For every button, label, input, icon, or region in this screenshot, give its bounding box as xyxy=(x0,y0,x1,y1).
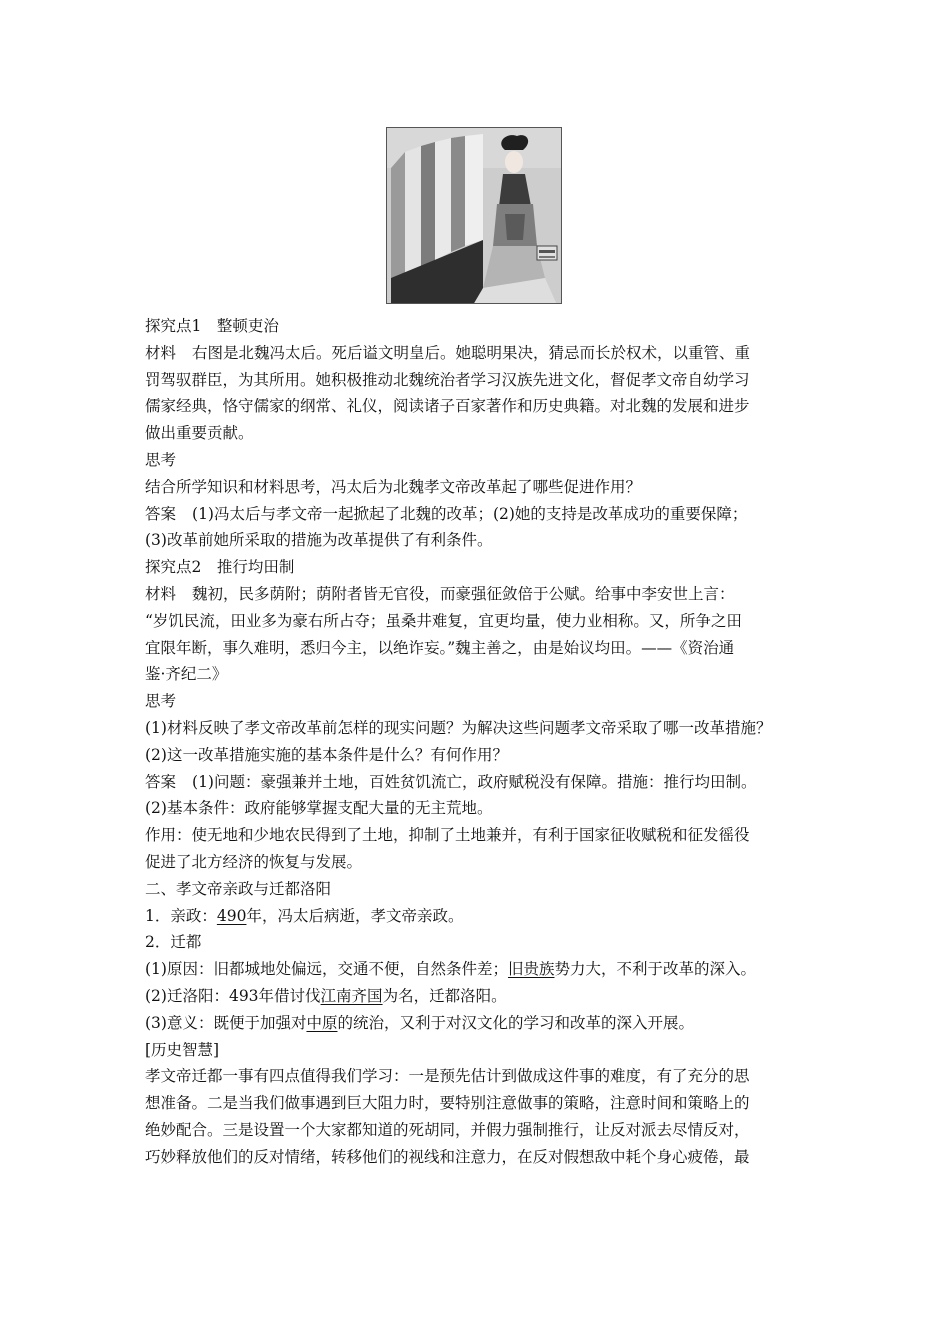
material-label: 材料 xyxy=(145,343,177,362)
question-1-label: 思考 xyxy=(145,450,177,469)
empress-feng-figure-drawing xyxy=(387,128,562,304)
material-1-line-4: 做出重要贡献。 xyxy=(145,424,254,443)
wisdom-line-3: 绝妙配合。三是设置一个大家都知道的死胡同，并假力强制推行，让反对派去尽情反对， xyxy=(145,1120,750,1139)
section-heading-inquiry-2: 探究点2 推行均田制 xyxy=(145,558,295,577)
material-2-line-2: “岁饥民流，田业多为豪右所占夺；虽桑井难复，宜更均量，使力业相称。又，所争之田 xyxy=(145,611,742,630)
history-wisdom-heading: [历史智慧] xyxy=(145,1040,220,1059)
underlined-answer: 中原 xyxy=(306,1013,338,1032)
wisdom-line-4: 巧妙释放他们的反对情绪，转移他们的视线和注意力，在反对假想敌中耗个身心疲倦，最 xyxy=(145,1147,750,1166)
question-2-item-1: (1)材料反映了孝文帝改革前怎样的现实问题？为解决这些问题孝文帝采取了哪一改革措施？ xyxy=(145,718,772,737)
question-2-label: 思考 xyxy=(145,692,177,711)
item-text: 势力大，不利于改革的深入。 xyxy=(554,960,756,979)
answer-2-line-4: 促进了北方经济的恢复与发展。 xyxy=(145,852,363,871)
wisdom-line-1: 孝文帝迁都一事有四点值得我们学习：一是预先估计到做成这件事的难度，有了充分的思 xyxy=(145,1067,750,1086)
item-1-personal-rule xyxy=(145,903,810,930)
answer-text: (1)冯太后与孝文帝一起掀起了北魏的改革；(2)她的支持是改革成功的重要保障； xyxy=(192,504,748,523)
section-heading-inquiry-1: 探究点1 整顿吏治 xyxy=(145,317,279,335)
answer-label: 答案 xyxy=(145,772,177,791)
section-heading-2: 二、孝文帝亲政与迁都洛阳 xyxy=(145,879,332,898)
answer-2-line-3: 作用：使无地和少地农民得到了土地，抑制了土地兼并，有利于国家征收赋税和征发徭役 xyxy=(145,826,750,845)
empress-feng-illustration xyxy=(386,127,562,304)
answer-text: (1)问题：豪强兼并土地，百姓贫饥流亡，政府赋税没有保障。措施：推行均田制。 xyxy=(192,772,757,791)
question-1-text: 结合所学知识和材料思考，冯太后为北魏孝文帝改革起了哪些促进作用？ xyxy=(145,477,642,496)
item-text: (1)原因：旧都城地处偏远，交通不便，自然条件差； xyxy=(145,960,508,979)
material-1-line-2: 罚驾驭群臣，为其所用。她积极推动北魏统治者学习汉族先进文化，督促孝文帝自幼学习 xyxy=(145,370,750,389)
item-text: 年，冯太后病逝，孝文帝亲政。 xyxy=(246,906,464,925)
item-text: 1．亲政： xyxy=(145,906,217,925)
item-text: (2)迁洛阳：493年借讨伐 xyxy=(145,986,321,1005)
answer-label: 答案 xyxy=(145,504,177,523)
underlined-answer: 江南齐国 xyxy=(320,986,383,1005)
answer-2-line-2: (2)基本条件：政府能够掌握支配大量的无主荒地。 xyxy=(145,799,493,818)
item-text: 的统治，又利于对汉文化的学习和改革的深入开展。 xyxy=(337,1013,694,1032)
material-1-line-3: 儒家经典，恪守儒家的纲常、礼仪，阅读诸子百家著作和历史典籍。对北魏的发展和进步 xyxy=(145,397,750,416)
material-text: 右图是北魏冯太后。死后谥文明皇后。她聪明果决，猜忌而长於权术，以重管、重 xyxy=(192,343,751,362)
item-2-relocation: 2．迁都 xyxy=(145,933,202,952)
answer-2-line-1 xyxy=(145,769,810,796)
question-2-item-2: (2)这一改革措施实施的基本条件是什么？有何作用？ xyxy=(145,745,508,764)
item-text: (3)意义：既便于加强对 xyxy=(145,1013,307,1032)
material-2-line-1 xyxy=(145,581,810,608)
material-2-line-4: 鉴·齐纪二》 xyxy=(145,665,228,684)
material-text: 魏初，民多荫附；荫附者皆无官役，而豪强征敛倍于公赋。给事中李安世上言： xyxy=(192,584,735,603)
underlined-answer: 旧贵族 xyxy=(507,960,555,979)
relocation-line xyxy=(145,983,810,1010)
underlined-answer: 490 xyxy=(216,906,247,925)
document-body xyxy=(145,313,810,1171)
answer-1-line-1 xyxy=(145,501,810,528)
item-text: 为名，迁都洛阳。 xyxy=(382,986,507,1005)
wisdom-line-2: 想准备。二是当我们做事遇到巨大阻力时，要特别注意做事的策略，注意时间和策略上的 xyxy=(145,1094,750,1113)
material-label: 材料 xyxy=(145,584,177,603)
material-1-line-1 xyxy=(145,340,810,367)
answer-1-line-2: (3)改革前她所采取的措施为改革提供了有利条件。 xyxy=(145,531,493,550)
material-2-line-3: 宜限年断，事久难明，悉归今主，以绝诈妄。”魏主善之，由是始议均田。——《资治通 xyxy=(145,638,735,657)
significance-line xyxy=(145,1010,810,1037)
reason-line xyxy=(145,956,810,983)
